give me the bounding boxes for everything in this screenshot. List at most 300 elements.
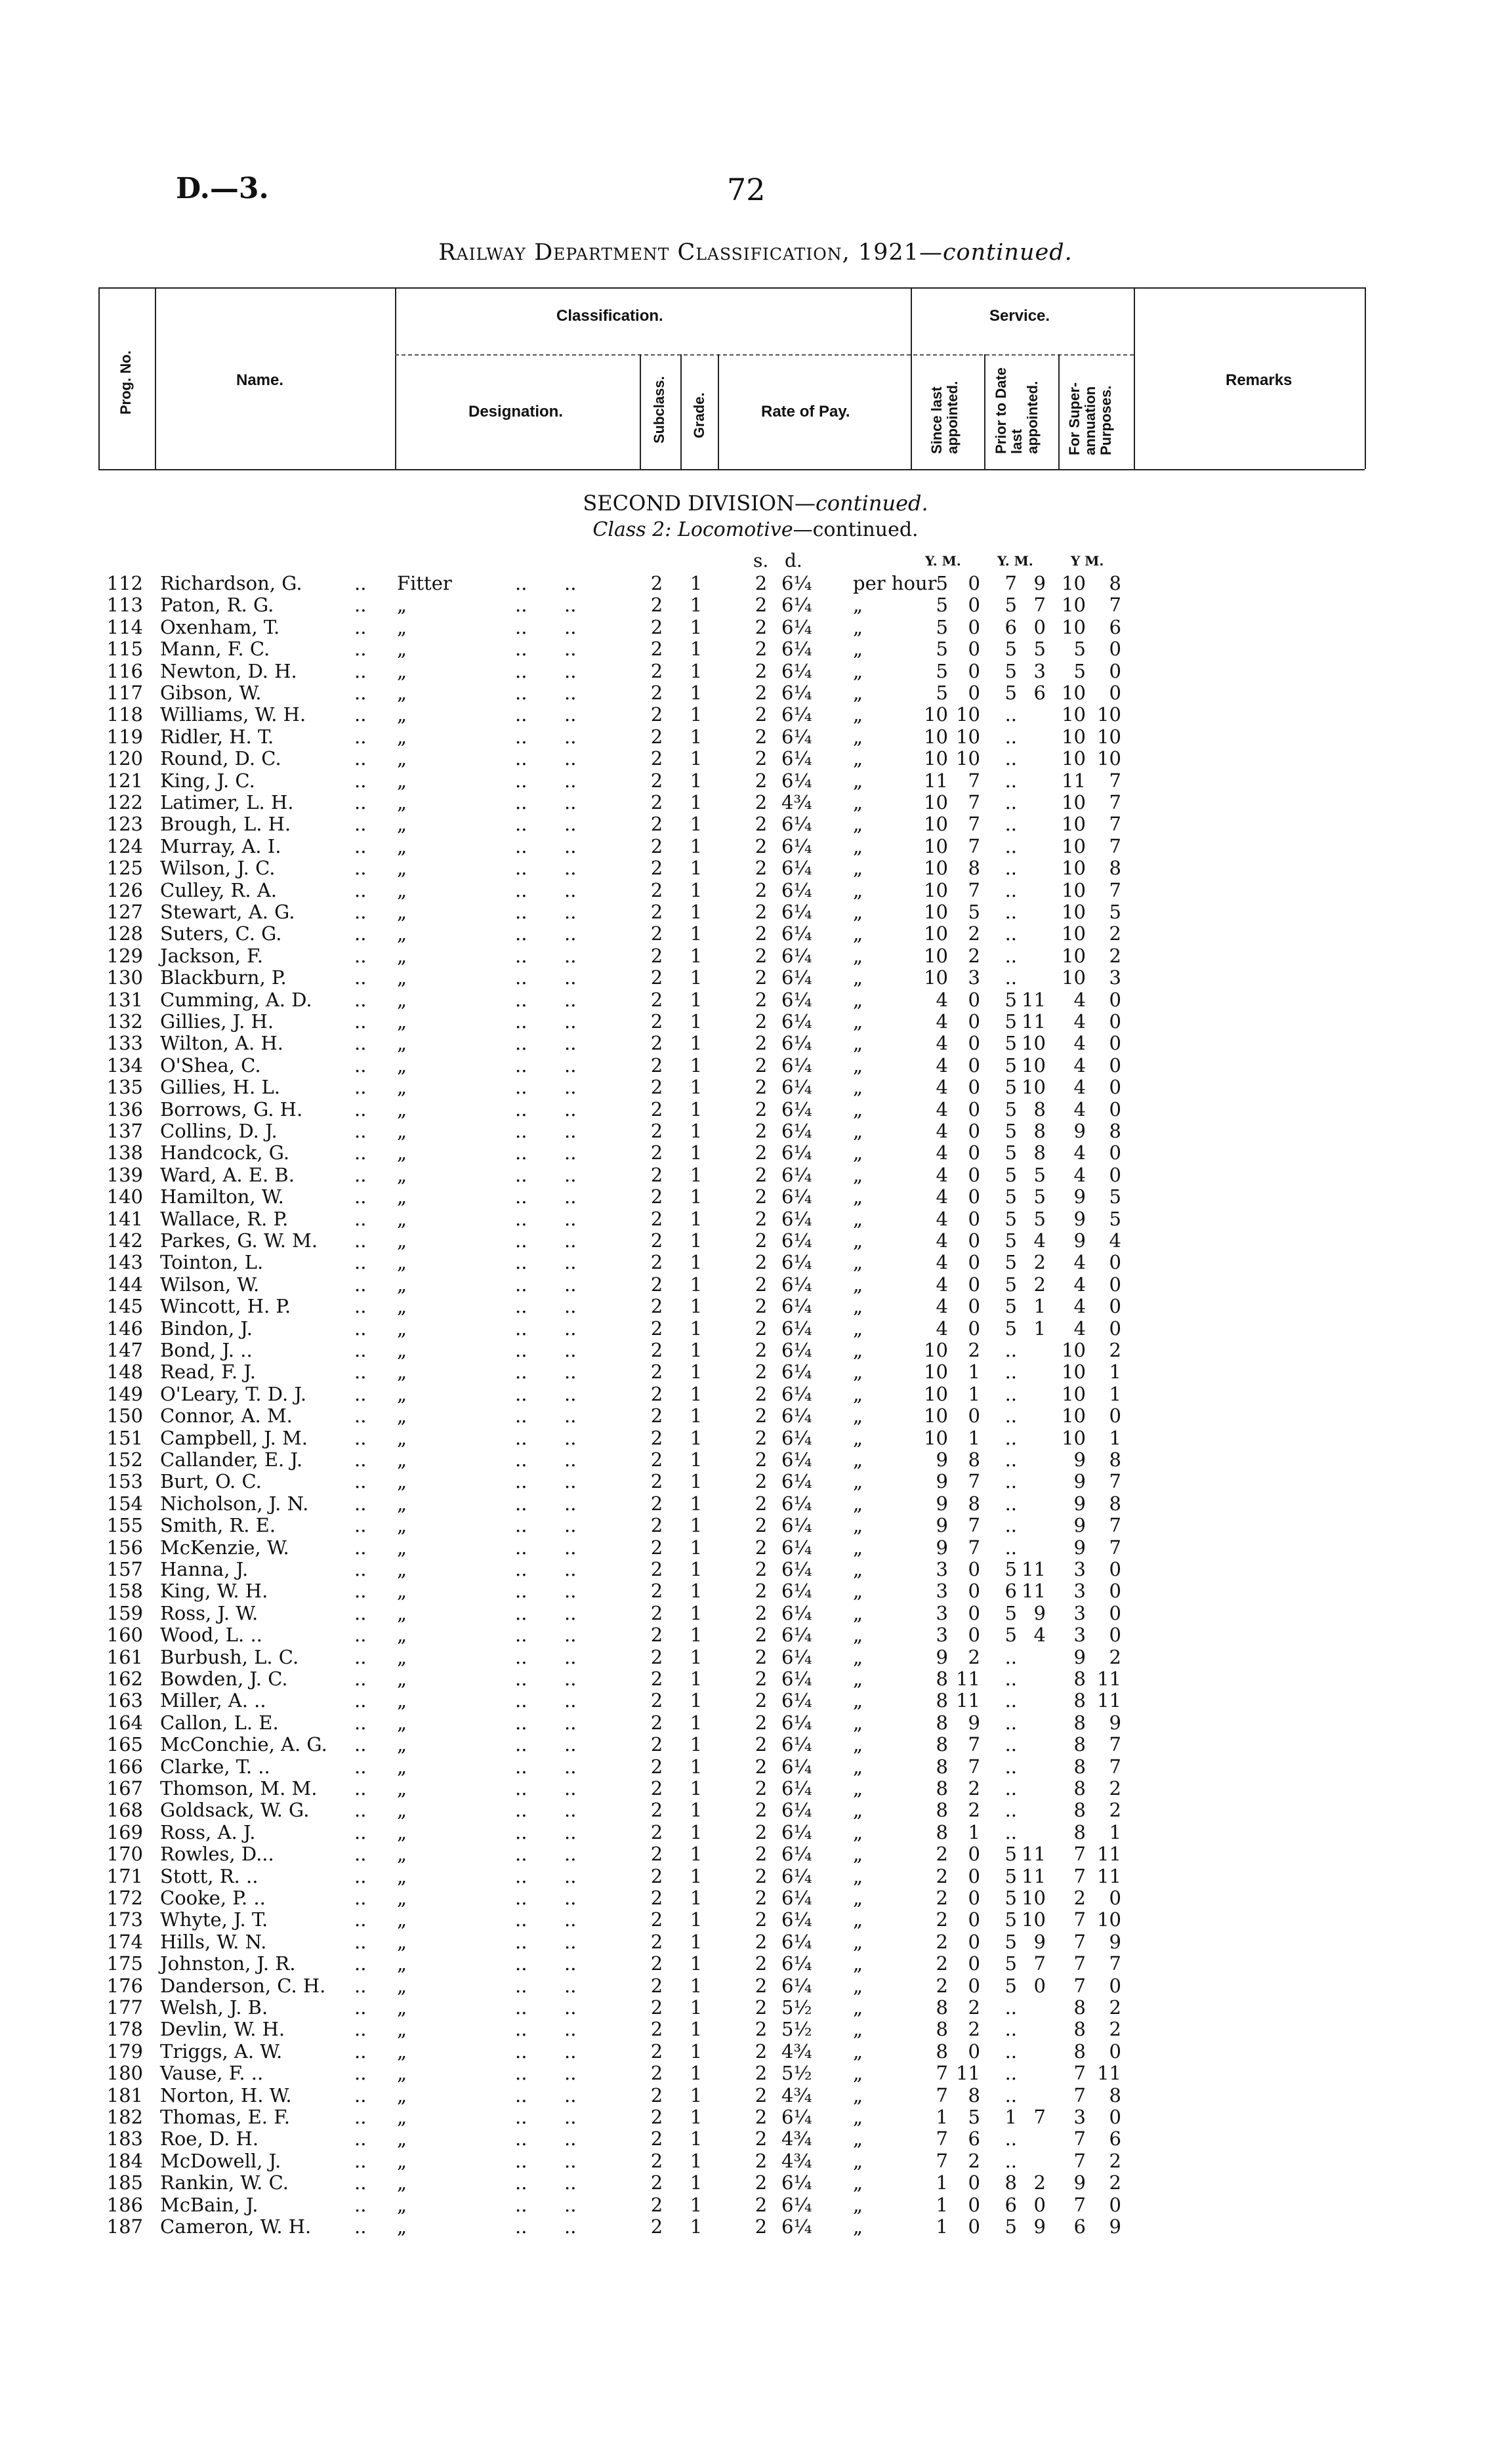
designation: „	[397, 901, 407, 923]
leader-dots: ..	[515, 944, 528, 967]
since-years: 3	[936, 1580, 948, 1603]
subclass: 2	[650, 966, 663, 989]
pay-shillings: 2	[755, 594, 768, 617]
since-years: 9	[936, 1514, 948, 1537]
since-years: 10	[924, 791, 948, 813]
since-months: 2	[968, 2018, 980, 2041]
since-months: 0	[968, 1185, 980, 1208]
since-months: 8	[968, 857, 980, 880]
employee-name: Round, D. C.	[160, 747, 281, 770]
super-years: 9	[1073, 1470, 1086, 1493]
super-months: 0	[1109, 1076, 1121, 1099]
grade: 1	[690, 1382, 703, 1405]
pay-shillings: 2	[755, 703, 768, 726]
pay-pence: 6¼	[781, 1076, 812, 1099]
pay-pence: 6¼	[781, 2193, 812, 2216]
grade: 1	[690, 1601, 703, 1624]
employee-name: Welsh, J. B.	[160, 1996, 268, 2019]
prior-years: 5	[1004, 1864, 1017, 1887]
leader-dots: ..	[354, 1624, 367, 1647]
since-months: 0	[968, 1930, 980, 1953]
super-months: 0	[1109, 682, 1121, 704]
since-years: 7	[936, 2149, 948, 2172]
super-months: 8	[1109, 572, 1121, 594]
prior-months: 7	[1033, 594, 1046, 617]
prior-months: 9	[1033, 572, 1046, 594]
leader-dots: ..	[515, 922, 528, 945]
pay-pence: 6¼	[781, 1032, 812, 1055]
employee-name: Wilton, A. H.	[160, 1032, 283, 1055]
pay-period: „	[853, 1185, 863, 1208]
grade: 1	[690, 1711, 703, 1734]
pay-shillings: 2	[755, 1405, 768, 1427]
prog-no: 120	[106, 747, 143, 770]
leader-dots: ..	[354, 1558, 367, 1580]
subclass: 2	[650, 2149, 663, 2172]
pay-period: „	[853, 1799, 863, 1822]
super-years: 9	[1073, 1120, 1086, 1142]
prior-years: ..	[1004, 703, 1017, 726]
prog-no: 115	[106, 638, 143, 661]
leader-dots: ..	[564, 1426, 577, 1449]
pay-shillings: 2	[755, 1448, 768, 1471]
leader-dots: ..	[564, 2106, 577, 2128]
subclass: 2	[650, 1185, 663, 1208]
grade: 1	[690, 1514, 703, 1537]
pay-pence: 6¼	[781, 966, 812, 989]
designation: „	[397, 2127, 407, 2150]
grade: 1	[690, 1120, 703, 1142]
pay-shillings: 2	[755, 1076, 768, 1099]
employee-name: Wood, L. ..	[160, 1624, 262, 1647]
super-years: 3	[1073, 1624, 1086, 1647]
division-continued: continued.	[815, 491, 928, 516]
super-years: 10	[1062, 1426, 1086, 1449]
employee-name: Danderson, C. H.	[160, 1974, 326, 1997]
since-years: 2	[936, 1887, 948, 1909]
prog-no: 136	[106, 1098, 143, 1120]
prior-months: 7	[1033, 2106, 1046, 2128]
header-divider	[1134, 287, 1135, 469]
leader-dots: ..	[564, 1908, 577, 1931]
leader-dots: ..	[354, 1996, 367, 2019]
employee-name: Murray, A. I.	[160, 834, 281, 857]
grade: 1	[690, 1624, 703, 1647]
leader-dots: ..	[354, 944, 367, 967]
pay-shillings: 2	[755, 769, 768, 792]
pay-period: „	[853, 2062, 863, 2085]
leader-dots: ..	[354, 2040, 367, 2063]
leader-dots: ..	[354, 1930, 367, 1953]
leader-dots: ..	[564, 791, 577, 813]
subclass: 2	[650, 1251, 663, 1274]
super-years: 3	[1073, 1558, 1086, 1580]
grade: 1	[690, 1799, 703, 1822]
prog-no: 172	[106, 1887, 143, 1909]
leader-dots: ..	[515, 1974, 528, 1997]
subclass: 2	[650, 1163, 663, 1186]
super-years: 9	[1073, 1207, 1086, 1230]
leader-dots: ..	[354, 615, 367, 638]
pay-shillings: 2	[755, 1689, 768, 1712]
designation: „	[397, 659, 407, 682]
pay-period: „	[853, 878, 863, 901]
leader-dots: ..	[564, 1755, 577, 1778]
super-months: 11	[1097, 1843, 1121, 1866]
since-months: 0	[968, 1032, 980, 1055]
pay-pence: 6¼	[781, 1010, 812, 1033]
since-years: 9	[936, 1448, 948, 1471]
leader-dots: ..	[515, 1251, 528, 1274]
leader-dots: ..	[515, 1076, 528, 1099]
super-months: 2	[1109, 1339, 1121, 1361]
super-months: 10	[1097, 747, 1121, 770]
designation: „	[397, 791, 407, 813]
prior-years: ..	[1004, 1996, 1017, 2019]
prog-no: 123	[106, 813, 143, 836]
prior-years: ..	[1004, 1799, 1017, 1822]
since-months: 7	[968, 878, 980, 901]
pay-pence: 6¼	[781, 988, 812, 1011]
prior-years: 5	[1004, 682, 1017, 704]
leader-dots: ..	[515, 747, 528, 770]
pay-pence: 6¼	[781, 1382, 812, 1405]
leader-dots: ..	[515, 988, 528, 1011]
prior-years: 1	[1004, 2106, 1017, 2128]
employee-name: Hanna, J.	[160, 1558, 249, 1580]
subclass: 2	[650, 1558, 663, 1580]
designation: „	[397, 1273, 407, 1296]
leader-dots: ..	[515, 1689, 528, 1712]
leader-dots: ..	[564, 2018, 577, 2041]
since-years: 5	[936, 615, 948, 638]
designation: „	[397, 2215, 407, 2238]
employee-name: Borrows, G. H.	[160, 1098, 303, 1120]
super-years: 8	[1073, 1711, 1086, 1734]
leader-dots: ..	[354, 1908, 367, 1931]
prog-no: 149	[106, 1382, 143, 1405]
grade: 1	[690, 1163, 703, 1186]
designation: „	[397, 2084, 407, 2106]
designation: „	[397, 1908, 407, 1931]
super-months: 2	[1109, 1996, 1121, 2019]
employee-name: Jackson, F.	[160, 944, 264, 967]
super-years: 5	[1073, 638, 1086, 661]
pay-period: „	[853, 2193, 863, 2216]
leader-dots: ..	[515, 1864, 528, 1887]
super-months: 7	[1109, 1952, 1121, 1975]
subclass: 2	[650, 2106, 663, 2128]
grade: 1	[690, 1733, 703, 1756]
employee-name: Brough, L. H.	[160, 813, 291, 836]
prog-no: 173	[106, 1908, 143, 1931]
pay-period: „	[853, 922, 863, 945]
since-months: 2	[968, 944, 980, 967]
leader-dots: ..	[564, 769, 577, 792]
pay-shillings: 2	[755, 1141, 768, 1164]
grade: 1	[690, 725, 703, 748]
since-months: 11	[956, 1668, 980, 1690]
since-months: 0	[968, 1010, 980, 1033]
col-since-last: Since last appointed.	[928, 380, 961, 454]
super-months: 0	[1109, 1580, 1121, 1603]
pay-pence: 6¼	[781, 1711, 812, 1734]
super-years: 10	[1062, 834, 1086, 857]
pay-shillings: 2	[755, 1645, 768, 1668]
grade: 1	[690, 2171, 703, 2194]
subclass: 2	[650, 1492, 663, 1515]
employee-name: McConchie, A. G.	[160, 1733, 327, 1756]
leader-dots: ..	[354, 878, 367, 901]
since-months: 0	[968, 1843, 980, 1866]
since-months: 0	[968, 1273, 980, 1296]
designation: „	[397, 1536, 407, 1559]
leader-dots: ..	[564, 1405, 577, 1427]
designation: „	[397, 1382, 407, 1405]
prog-no: 147	[106, 1339, 143, 1361]
since-years: 8	[936, 1711, 948, 1734]
pay-pence: 6¼	[781, 572, 812, 594]
pay-shillings: 2	[755, 1536, 768, 1559]
super-years: 4	[1073, 1163, 1086, 1186]
since-months: 9	[968, 1711, 980, 1734]
pay-pence: 6¼	[781, 1624, 812, 1647]
leader-dots: ..	[564, 1668, 577, 1690]
leader-dots: ..	[564, 615, 577, 638]
leader-dots: ..	[354, 988, 367, 1011]
prog-no: 155	[106, 1514, 143, 1537]
leader-dots: ..	[354, 2215, 367, 2238]
pay-shillings: 2	[755, 2171, 768, 2194]
prior-years: 5	[1004, 1054, 1017, 1077]
super-months: 2	[1109, 2018, 1121, 2041]
pay-pence: 6¼	[781, 1536, 812, 1559]
grade: 1	[690, 1141, 703, 1164]
leader-dots: ..	[354, 1733, 367, 1756]
since-years: 10	[924, 922, 948, 945]
prior-months: 10	[1022, 1887, 1046, 1909]
prior-years: ..	[1004, 878, 1017, 901]
leader-dots: ..	[564, 1185, 577, 1208]
designation: „	[397, 1864, 407, 1887]
super-years: 7	[1073, 1974, 1086, 1997]
prog-no: 186	[106, 2193, 143, 2216]
header-divider	[680, 354, 682, 469]
leader-dots: ..	[354, 2018, 367, 2041]
super-years: 11	[1062, 769, 1086, 792]
since-years: 4	[936, 1295, 948, 1318]
since-years: 4	[936, 1273, 948, 1296]
employee-name: Johnston, J. R.	[160, 1952, 296, 1975]
leader-dots: ..	[515, 2193, 528, 2216]
pay-pence: 6¼	[781, 1820, 812, 1843]
prior-years: ..	[1004, 2062, 1017, 2085]
leader-dots: ..	[515, 1733, 528, 1756]
class-name: Locomotive	[677, 518, 793, 541]
prog-no: 128	[106, 922, 143, 945]
prior-years: 5	[1004, 1317, 1017, 1340]
super-years: 8	[1073, 2040, 1086, 2063]
prior-years: 5	[1004, 1120, 1017, 1142]
leader-dots: ..	[564, 857, 577, 880]
grade: 1	[690, 791, 703, 813]
pay-shillings: 2	[755, 901, 768, 923]
prog-no: 135	[106, 1076, 143, 1099]
col-classification: Classification.	[556, 307, 663, 325]
employee-name: McKenzie, W.	[160, 1536, 289, 1559]
super-years: 8	[1073, 2018, 1086, 2041]
super-years: 10	[1062, 572, 1086, 594]
leader-dots: ..	[515, 901, 528, 923]
leader-dots: ..	[515, 1120, 528, 1142]
grade: 1	[690, 615, 703, 638]
pay-period: „	[853, 1820, 863, 1843]
prog-no: 133	[106, 1032, 143, 1055]
since-years: 10	[924, 725, 948, 748]
leader-dots: ..	[515, 1952, 528, 1975]
leader-dots: ..	[515, 2062, 528, 2085]
subclass: 2	[650, 2193, 663, 2216]
subclass: 2	[650, 572, 663, 594]
since-months: 0	[968, 682, 980, 704]
since-months: 0	[968, 1207, 980, 1230]
col-name: Name.	[236, 371, 284, 389]
super-years: 4	[1073, 1032, 1086, 1055]
since-years: 4	[936, 988, 948, 1011]
leader-dots: ..	[354, 1339, 367, 1361]
prog-no: 158	[106, 1580, 143, 1603]
super-months: 9	[1109, 1930, 1121, 1953]
super-years: 3	[1073, 1601, 1086, 1624]
prog-no: 150	[106, 1405, 143, 1427]
prog-no: 131	[106, 988, 143, 1011]
since-years: 5	[936, 638, 948, 661]
since-months: 0	[968, 1601, 980, 1624]
pay-pence: 6¼	[781, 1689, 812, 1712]
super-years: 10	[1062, 1339, 1086, 1361]
pay-period: „	[853, 1843, 863, 1866]
leader-dots: ..	[515, 2127, 528, 2150]
leader-dots: ..	[564, 2127, 577, 2150]
prior-years: ..	[1004, 1361, 1017, 1384]
pay-shillings: 2	[755, 725, 768, 748]
grade: 1	[690, 1207, 703, 1230]
pay-shillings: 2	[755, 2193, 768, 2216]
subclass: 2	[650, 1405, 663, 1427]
leader-dots: ..	[515, 1580, 528, 1603]
super-months: 8	[1109, 1492, 1121, 1515]
grade: 1	[690, 1317, 703, 1340]
super-months: 0	[1109, 1010, 1121, 1033]
leader-dots: ..	[354, 2193, 367, 2216]
prog-no: 146	[106, 1317, 143, 1340]
prog-no: 167	[106, 1777, 143, 1799]
prior-years: ..	[1004, 747, 1017, 770]
since-years: 8	[936, 1996, 948, 2019]
since-months: 0	[968, 2040, 980, 2063]
employee-name: King, J. C.	[160, 769, 255, 792]
leader-dots: ..	[354, 572, 367, 594]
pay-pence: 6¼	[781, 1317, 812, 1340]
super-months: 0	[1109, 1624, 1121, 1647]
super-months: 2	[1109, 1799, 1121, 1822]
leader-dots: ..	[564, 703, 577, 726]
leader-dots: ..	[564, 1470, 577, 1493]
designation: „	[397, 2040, 407, 2063]
prior-months: 11	[1022, 988, 1046, 1011]
since-years: 2	[936, 1908, 948, 1931]
leader-dots: ..	[354, 1010, 367, 1033]
designation: „	[397, 1405, 407, 1427]
pay-shillings: 2	[755, 1382, 768, 1405]
leader-dots: ..	[354, 769, 367, 792]
super-months: 1	[1109, 1426, 1121, 1449]
designation: „	[397, 1361, 407, 1384]
subclass: 2	[650, 1141, 663, 1164]
grade: 1	[690, 857, 703, 880]
prog-no: 130	[106, 966, 143, 989]
super-years: 8	[1073, 1668, 1086, 1690]
subclass: 2	[650, 1668, 663, 1690]
since-years: 5	[936, 659, 948, 682]
prior-years: ..	[1004, 834, 1017, 857]
super-years: 9	[1073, 1645, 1086, 1668]
leader-dots: ..	[354, 1470, 367, 1493]
since-years: 10	[924, 703, 948, 726]
subclass: 2	[650, 1820, 663, 1843]
designation: „	[397, 1229, 407, 1252]
pay-pence: 6¼	[781, 1864, 812, 1887]
header-sub-rule	[395, 354, 1134, 356]
prior-years: 5	[1004, 1185, 1017, 1208]
prog-no: 175	[106, 1952, 143, 1975]
super-years: 8	[1073, 1689, 1086, 1712]
pay-shillings: 2	[755, 1908, 768, 1931]
subclass: 2	[650, 1295, 663, 1318]
leader-dots: ..	[515, 1843, 528, 1866]
pay-pence: 6¼	[781, 1054, 812, 1077]
since-years: 8	[936, 1689, 948, 1712]
super-years: 8	[1073, 1820, 1086, 1843]
since-months: 0	[968, 1908, 980, 1931]
since-months: 0	[968, 1120, 980, 1142]
pay-shillings: 2	[755, 1843, 768, 1866]
subclass: 2	[650, 1689, 663, 1712]
unit-pence: d.	[785, 550, 802, 571]
pay-pence: 6¼	[781, 703, 812, 726]
pay-shillings: 2	[755, 1514, 768, 1537]
pay-pence: 6¼	[781, 813, 812, 836]
leader-dots: ..	[354, 1076, 367, 1099]
pay-period: „	[853, 1426, 863, 1449]
prog-no: 140	[106, 1185, 143, 1208]
pay-shillings: 2	[755, 615, 768, 638]
prior-months: 8	[1033, 1141, 1046, 1164]
since-months: 0	[968, 1163, 980, 1186]
pay-period: „	[853, 1251, 863, 1274]
subclass: 2	[650, 1426, 663, 1449]
subclass: 2	[650, 1952, 663, 1975]
leader-dots: ..	[515, 1405, 528, 1427]
leader-dots: ..	[354, 1229, 367, 1252]
prior-years: 5	[1004, 1251, 1017, 1274]
pay-pence: 6¼	[781, 1185, 812, 1208]
grade: 1	[690, 703, 703, 726]
leader-dots: ..	[354, 1361, 367, 1384]
class-label: Class 2:	[592, 518, 678, 541]
employee-name: Burbush, L. C.	[160, 1645, 299, 1668]
grade: 1	[690, 1010, 703, 1033]
